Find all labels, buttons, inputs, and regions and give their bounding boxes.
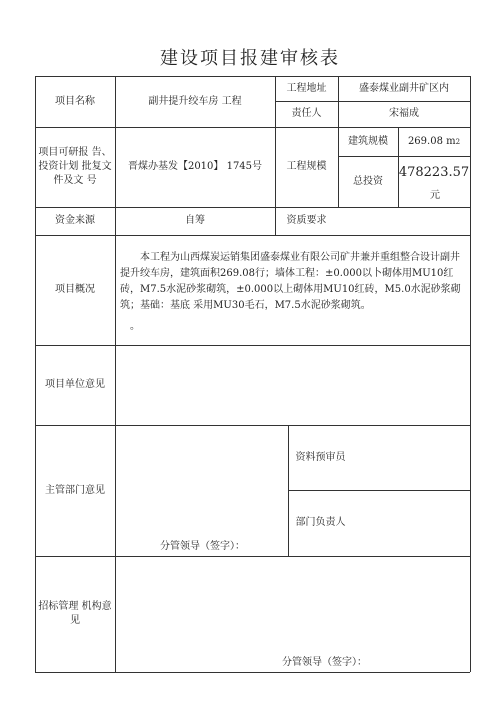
overview-mark: 。 [130,321,140,332]
overview-label: 项目概况 [55,284,95,295]
dept-head-label: 部门负责人 [295,517,346,528]
scale-label: 工程规模 [286,161,327,172]
building-scale-label: 建筑规模 [348,135,388,147]
dept-opinion-label: 主管部门意见 [45,484,105,496]
dept-sign-label: 分管领导（签字）： [160,541,245,552]
project-name-label: 项目名称 [55,95,95,107]
total-investment-label: 总投资 [353,175,383,187]
reviewer-label: 资料预审员 [295,451,346,463]
project-address-value: 盛泰煤业副井矿区内 [359,82,449,94]
bid-opinion-label: 招标管理 机构意见 [38,601,112,626]
overview-text: 本工程为山西煤炭运销集团盛泰煤业有限公司矿井兼并重组整合设计副井提升绞车房，建筑面积269.08行；墙体工程：±0.000以卜砌体用MU10红砖，M7.5水泥砂浆砌筑，±0.000以上砌体用MU10红砖，M5.0水泥砂浆砌筑；基础：基底 采用MU30毛石，M7.5水泥砂浆砌筑。 [120,252,461,311]
page-title: 建设项目报建审核表 [160,48,340,69]
approval-docs-label: 项目可研报 告、投资计划 批复文件及文 号 [38,147,112,186]
project-address-label: 工程地址 [286,82,327,94]
approval-docs-value: 晋煤办基发【2010】 1745号 [127,161,263,172]
qualification-label: 资质要求 [286,215,327,226]
total-investment-unit: 元 [430,190,440,201]
responsible-label: 责任人 [291,108,322,119]
building-scale-number: 269.08 m [407,135,456,147]
fund-source-label: 资金来源 [55,215,95,226]
building-scale-value [398,127,470,156]
total-investment-value: 478223.57 [398,165,470,180]
bid-sign-label: 分管领导（签字）： [282,657,367,668]
qualification-value [338,207,470,235]
fund-source-value: 自筹 [185,215,205,226]
unit-opinion-label: 项目单位意见 [45,379,105,390]
row-line-bottom [35,672,470,673]
area-unit-superscript: 2 [455,137,461,146]
responsible-value: 宋福成 [389,108,419,119]
project-name-value: 副井提升绞车房 工程 [148,95,242,107]
col-line-right [470,76,471,672]
